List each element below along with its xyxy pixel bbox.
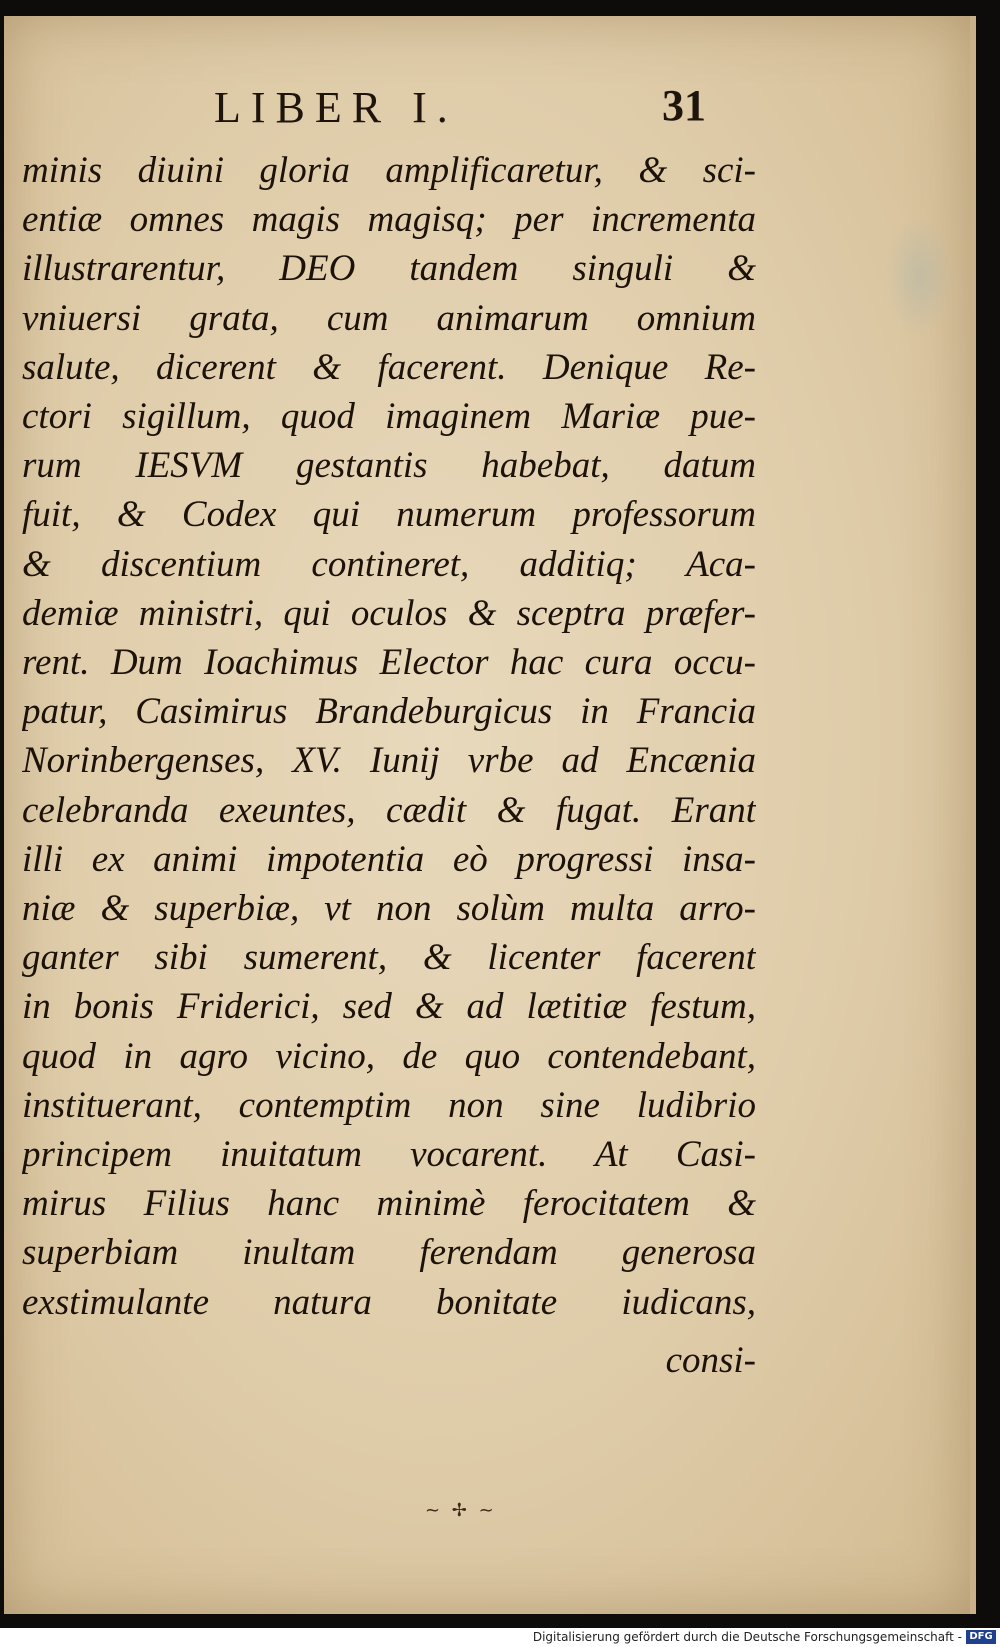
text-line: Norinbergenses, XV. Iunij vrbe ad Encænia <box>22 740 756 782</box>
paper-stain <box>884 216 954 336</box>
text-line: vniuersi grata, cum animarum omnium <box>22 297 756 339</box>
text-line: principem inuitatum vocarent. At Casi- <box>22 1134 756 1175</box>
text-line: celebranda exeuntes, cædit & fugat. Erant <box>22 789 756 831</box>
text-line: rent. Dum Ioachimus Elector hac cura occu- <box>22 642 756 683</box>
text-line: entiæ omnes magis magisq; per incrementa <box>22 199 756 241</box>
text-line: salute, dicerent & facerent. Denique Re- <box>22 346 756 388</box>
text-line: quod in agro vicino, de quo contendebant, <box>22 1035 756 1077</box>
text-line: patur, Casimirus Brandeburgicus in Francia <box>22 691 756 733</box>
text-line: demiæ ministri, qui oculos & sceptra præfer- <box>22 592 756 634</box>
text-line: fuit, & Codex qui numerum professorum <box>22 494 756 536</box>
text-line: minis diuini gloria amplificaretur, & sci- <box>22 150 756 191</box>
text-line: rum IESVM gestantis habebat, datum <box>22 445 756 487</box>
funding-credit: Digitalisierung gefördert durch die Deutsche Forschungsgemeinschaft - <box>532 1630 962 1644</box>
catchword: consi- <box>665 1340 756 1381</box>
text-line: exstimulante natura bonitate iudicans, <box>22 1281 756 1323</box>
running-head: LIBER I. <box>214 83 458 132</box>
text-line: ctori sigillum, quod imaginem Mariæ pue- <box>22 396 756 437</box>
text-line: ganter sibi sumerent, & licenter facerent <box>22 937 756 979</box>
text-line: instituerant, contemptim non sine ludibrio <box>22 1084 756 1126</box>
dfg-logo-icon: DFG <box>966 1630 996 1644</box>
text-line: illi ex animi impotentia eò progressi insa- <box>22 838 756 880</box>
text-line: mirus Filius hanc minimè ferocitatem & <box>22 1183 756 1225</box>
text-line: superbiam inultam ferendam generosa <box>22 1232 756 1274</box>
tail-ornament: ~ ✢ ~ <box>425 1500 497 1521</box>
text-line: & discentium contineret, additiq; Aca- <box>22 543 756 585</box>
text-line: in bonis Friderici, sed & ad lætitiæ festum, <box>22 986 756 1028</box>
text-line: illustrarentur, DEO tandem singuli & <box>22 248 756 290</box>
text-line: niæ & superbiæ, vt non solùm multa arro- <box>22 888 756 929</box>
page-number: 31 <box>662 81 706 130</box>
